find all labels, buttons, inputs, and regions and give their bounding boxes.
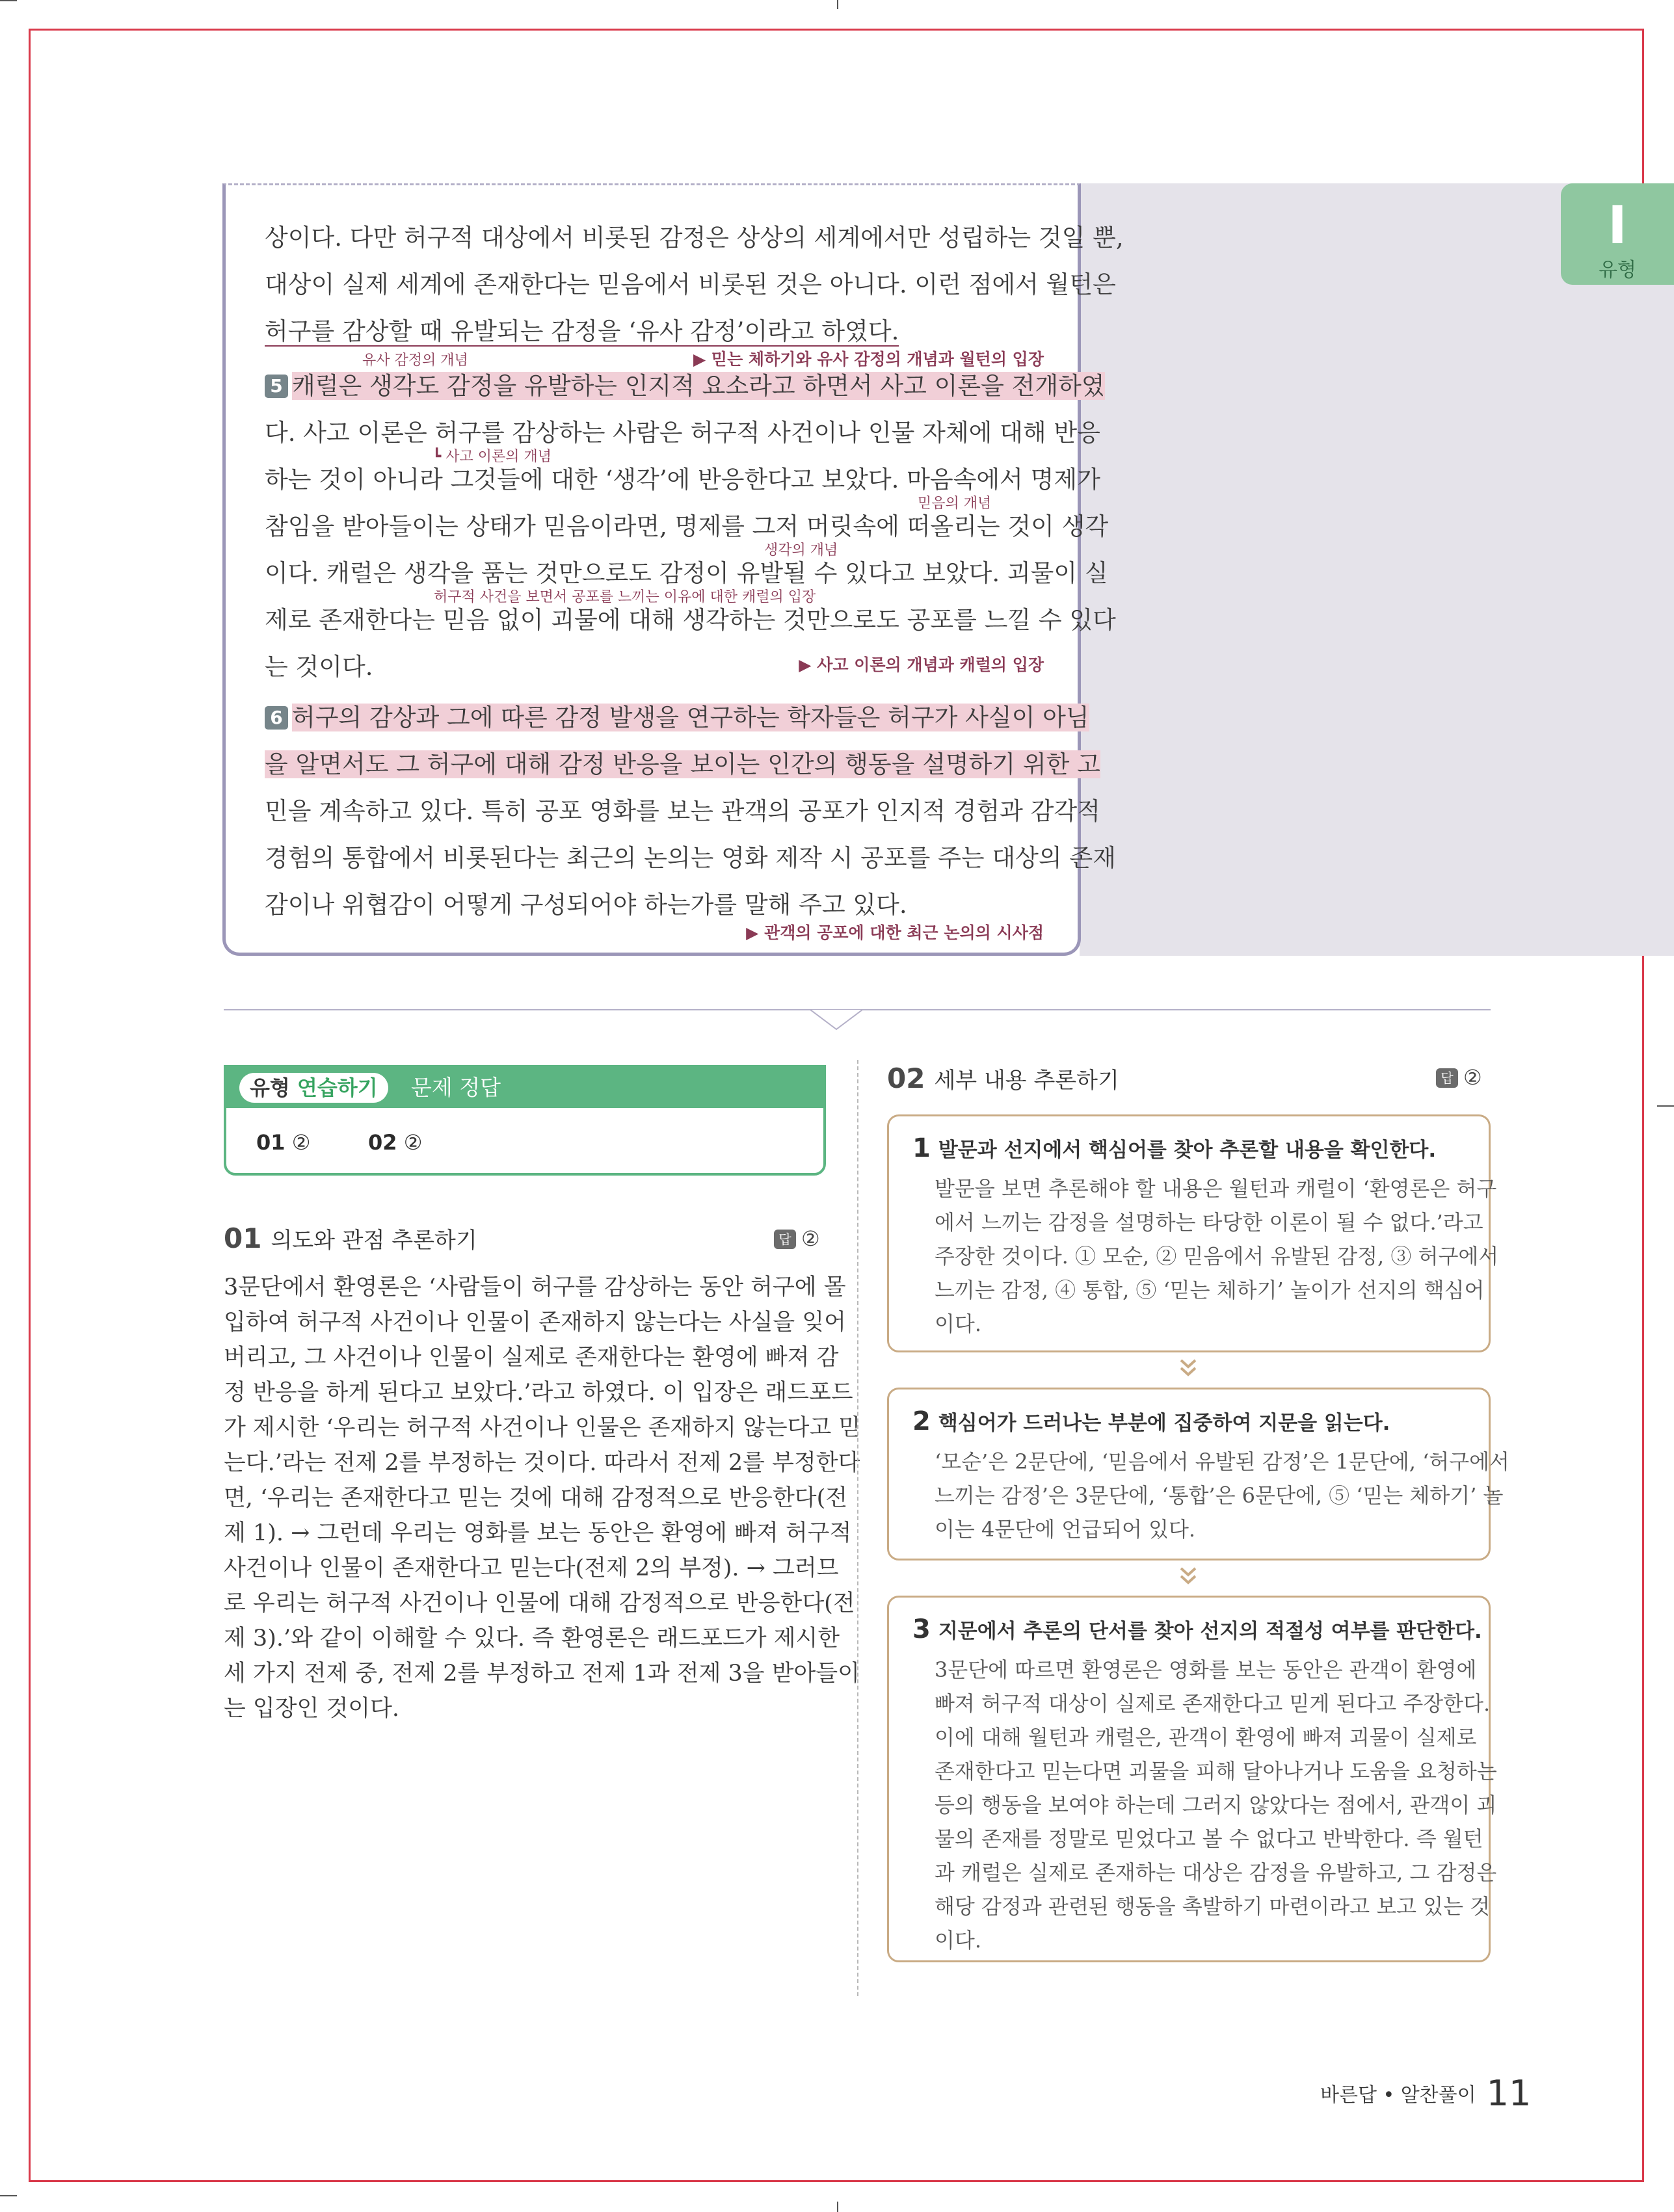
annotation: 허구적 사건을 보면서 공포를 느끼는 이유에 대한 캐럴의 입장 xyxy=(434,589,816,605)
passage-line: 감이나 위협감이 어떻게 구성되어야 하는가를 말해 주고 있다. xyxy=(265,891,907,919)
highlighted-text: 을 알면서도 그 허구에 대해 감정 반응을 보이는 인간의 행동을 설명하기 위한 고 xyxy=(265,750,1100,778)
explanation-line: 3문단에서 환영론은 ‘사람들이 허구를 감상하는 동안 허구에 몰 xyxy=(224,1274,846,1300)
passage-line xyxy=(265,698,1089,733)
answer-item: 02 ② xyxy=(368,1130,423,1155)
passage-line: 민을 계속하고 있다. 특히 공포 영화를 보는 관객의 공포가 인지적 경험과 감각적 xyxy=(265,797,1100,825)
answer-item: 01 ② xyxy=(256,1130,311,1155)
tab-label: 유형 xyxy=(1599,259,1636,282)
step-line: 3문단에 따르면 환영론은 영화를 보는 동안은 관객이 환영에 xyxy=(935,1657,1477,1682)
underlined-text: 허구를 감상할 때 유발되는 감정을 ‘유사 감정’이라고 하였다. xyxy=(265,317,899,345)
step-line: 주장한 것이다. ① 모순, ② 믿음에서 유발된 감정, ③ 허구에서 xyxy=(935,1244,1499,1269)
passage-box xyxy=(222,183,1124,956)
answer-icon: 답 xyxy=(774,1230,796,1249)
explanation-line: 제 1). → 그런데 우리는 영화를 보는 동안은 환영에 빠져 허구적 xyxy=(224,1520,852,1546)
question-01-answer: 답 ② xyxy=(774,1226,820,1251)
highlighted-text: 허구의 감상과 그에 따른 감정 발생을 연구하는 학자들은 허구가 사실이 아님 xyxy=(292,704,1089,731)
step-line: 에서 느끼는 감정을 설명하는 타당한 이론이 될 수 없다.’라고 xyxy=(935,1210,1483,1235)
section-tab xyxy=(1561,183,1674,285)
explanation-line: 사건이나 인물이 존재한다고 믿는다(전제 2의 부정). → 그러므 xyxy=(224,1555,839,1581)
explanation-line: 정 반응을 하게 된다고 보았다.’라고 하였다. 이 입장은 래드포드 xyxy=(224,1380,853,1406)
step-title: 2 핵심어가 드러나는 부분에 집중하여 지문을 읽는다. xyxy=(912,1406,1390,1436)
annotation: 유사 감정의 개념 xyxy=(362,352,468,369)
crop-mark xyxy=(837,0,838,9)
step-line: 존재한다고 믿는다면 괴물을 피해 달아나거나 도움을 요청하는 xyxy=(935,1759,1497,1784)
question-01-heading: 01 의도와 관점 추론하기 xyxy=(224,1222,477,1254)
explanation-line: 는 입장인 것이다. xyxy=(224,1696,400,1722)
step-line: ‘모순’은 2문단에, ‘믿음에서 유발된 감정’은 1문단에, ‘허구에서 xyxy=(935,1449,1509,1474)
question-02-answer: 답 ② xyxy=(1436,1065,1482,1090)
crop-mark xyxy=(1657,1105,1674,1107)
crop-mark xyxy=(837,2202,838,2212)
explanation-line: 입하여 허구적 사건이나 인물이 존재하지 않는다는 사실을 잊어 xyxy=(224,1310,846,1336)
step-box-2 xyxy=(887,1388,1509,1560)
grey-band xyxy=(1080,183,1674,956)
step-line: 등의 행동을 보여야 하는데 그러지 않았다는 점에서, 관객이 괴 xyxy=(935,1793,1497,1817)
footer-text: 바른답 • 알찬풀이 xyxy=(1320,2084,1476,2107)
step-title: 1 발문과 선지에서 핵심어를 찾아 추론할 내용을 확인한다. xyxy=(912,1133,1437,1163)
paragraph-number-5: 5 xyxy=(265,375,288,398)
step-line: 이다. xyxy=(935,1311,981,1336)
column-divider xyxy=(857,1060,858,1996)
answer-box-pill: 유형 연습하기 xyxy=(239,1073,388,1103)
step-line: 물의 존재를 정말로 믿었다고 볼 수 없다고 반박한다. 즉 월턴 xyxy=(935,1826,1483,1851)
passage-line: 하는 것이 아니라 그것들에 대한 ‘생각’에 반응한다고 보았다. 마음속에서 명제가 xyxy=(265,466,1100,494)
passage-line xyxy=(265,311,899,347)
chevron-down-icon xyxy=(1178,1358,1198,1378)
highlighted-text: 캐럴은 생각도 감정을 유발하는 인지적 요소라고 하면서 사고 이론을 전개하였 xyxy=(292,372,1105,400)
passage-line: 대상이 실제 세계에 존재한다는 믿음에서 비롯된 것은 아니다. 이런 점에서 월턴은 xyxy=(265,270,1116,298)
paragraph-summary: ▶ 관객의 공포에 대한 최근 논의의 시사점 xyxy=(746,923,1044,942)
paragraph-summary: ▶ 사고 이론의 개념과 캐럴의 입장 xyxy=(799,655,1044,674)
step-line: 해당 감정과 관련된 행동을 촉발하기 마련이라고 보고 있는 것 xyxy=(935,1894,1491,1919)
step-line: 과 캐럴은 실제로 존재하는 대상은 감정을 유발하고, 그 감정은 xyxy=(935,1860,1497,1885)
divider-notch xyxy=(810,1010,862,1032)
annotation: ┗ 사고 이론의 개념 xyxy=(432,449,551,465)
step-line: 이에 대해 월턴과 캐럴은, 관객이 환영에 빠져 괴물이 실제로 xyxy=(935,1725,1477,1750)
paragraph-number-6: 6 xyxy=(265,706,288,730)
step-box-3 xyxy=(887,1596,1497,1962)
tab-roman-numeral: I xyxy=(1608,195,1627,256)
passage-line: 이다. 캐럴은 생각을 품는 것만으로도 감정이 유발될 수 있다고 보았다. 괴물이 실 xyxy=(265,559,1108,587)
explanation-line: 세 가지 전제 중, 전제 2를 부정하고 전제 1과 전제 3을 받아들이 xyxy=(224,1661,860,1687)
answer-box-title: 문제 정답 xyxy=(411,1075,501,1100)
passage-line: 참임을 받아들이는 상태가 믿음이라면, 명제를 그저 머릿속에 떠올리는 것이 생각 xyxy=(265,512,1109,540)
explanation-line: 로 우리는 허구적 사건이나 인물에 대해 감정적으로 반응한다(전 xyxy=(224,1590,855,1616)
passage-line: 는 것이다. xyxy=(265,653,373,681)
explanation-line: 제 3).’와 같이 이해할 수 있다. 즉 환영론은 래드포드가 제시한 xyxy=(224,1626,840,1652)
explanation-line: 는다.’라는 전제 2를 부정하는 것이다. 따라서 전제 2를 부정한다 xyxy=(224,1450,860,1476)
step-line: 이는 4문단에 언급되어 있다. xyxy=(935,1517,1196,1542)
chevron-down-icon xyxy=(1178,1566,1198,1587)
answer-summary-box xyxy=(224,1065,826,1176)
crop-mark xyxy=(0,0,17,1)
annotation: 생각의 개념 xyxy=(764,542,838,559)
step-line: 느끼는 감정, ④ 통합, ⑤ ‘믿는 체하기’ 놀이가 선지의 핵심어 xyxy=(935,1278,1485,1302)
passage-line: 상이다. 다만 허구적 대상에서 비롯된 감정은 상상의 세계에서만 성립하는 것일 뿐, xyxy=(265,224,1124,252)
paragraph-summary: ▶ 믿는 체하기와 유사 감정의 개념과 월턴의 입장 xyxy=(693,350,1044,369)
passage-line xyxy=(265,366,1105,401)
question-02-heading: 02 세부 내용 추론하기 xyxy=(887,1062,1119,1094)
explanation-line: 가 제시한 ‘우리는 허구적 사건이나 인물은 존재하지 않는다고 믿 xyxy=(224,1415,861,1441)
explanation-line: 버리고, 그 사건이나 인물이 실제로 존재한다는 환영에 빠져 감 xyxy=(224,1345,839,1371)
step-line: 빠져 허구적 대상이 실제로 존재한다고 믿게 된다고 주장한다. xyxy=(935,1691,1491,1716)
annotation: 믿음의 개념 xyxy=(918,495,992,512)
passage-line xyxy=(265,744,1100,780)
passage-line: 다. 사고 이론은 허구를 감상하는 사람은 허구적 사건이나 인물 자체에 대해 반응 xyxy=(265,419,1100,447)
answer-box-header xyxy=(226,1068,823,1108)
passage-line: 제로 존재한다는 믿음 없이 괴물에 대해 생각하는 것만으로도 공포를 느낄 수 있다 xyxy=(265,606,1116,634)
page-footer xyxy=(1320,2073,1531,2114)
step-title: 3 지문에서 추론의 단서를 찾아 선지의 적절성 여부를 판단한다. xyxy=(912,1614,1482,1644)
step-box-1 xyxy=(887,1114,1499,1352)
page-number: 11 xyxy=(1486,2073,1532,2114)
answer-icon: 답 xyxy=(1436,1068,1458,1088)
explanation-line: 면, ‘우리는 존재한다고 믿는 것에 대해 감정적으로 반응한다(전 xyxy=(224,1485,848,1511)
passage-line: 경험의 통합에서 비롯된다는 최근의 논의는 영화 제작 시 공포를 주는 대상의 존재 xyxy=(265,844,1116,872)
step-line: 이다. xyxy=(935,1928,981,1953)
step-line: 발문을 보면 추론해야 할 내용은 월턴과 캐럴이 ‘환영론은 허구 xyxy=(935,1176,1497,1201)
step-line: 느끼는 감정’은 3문단에, ‘통합’은 6문단에, ⑤ ‘믿는 체하기’ 놀 xyxy=(935,1483,1504,1508)
crop-mark xyxy=(0,2195,17,2196)
